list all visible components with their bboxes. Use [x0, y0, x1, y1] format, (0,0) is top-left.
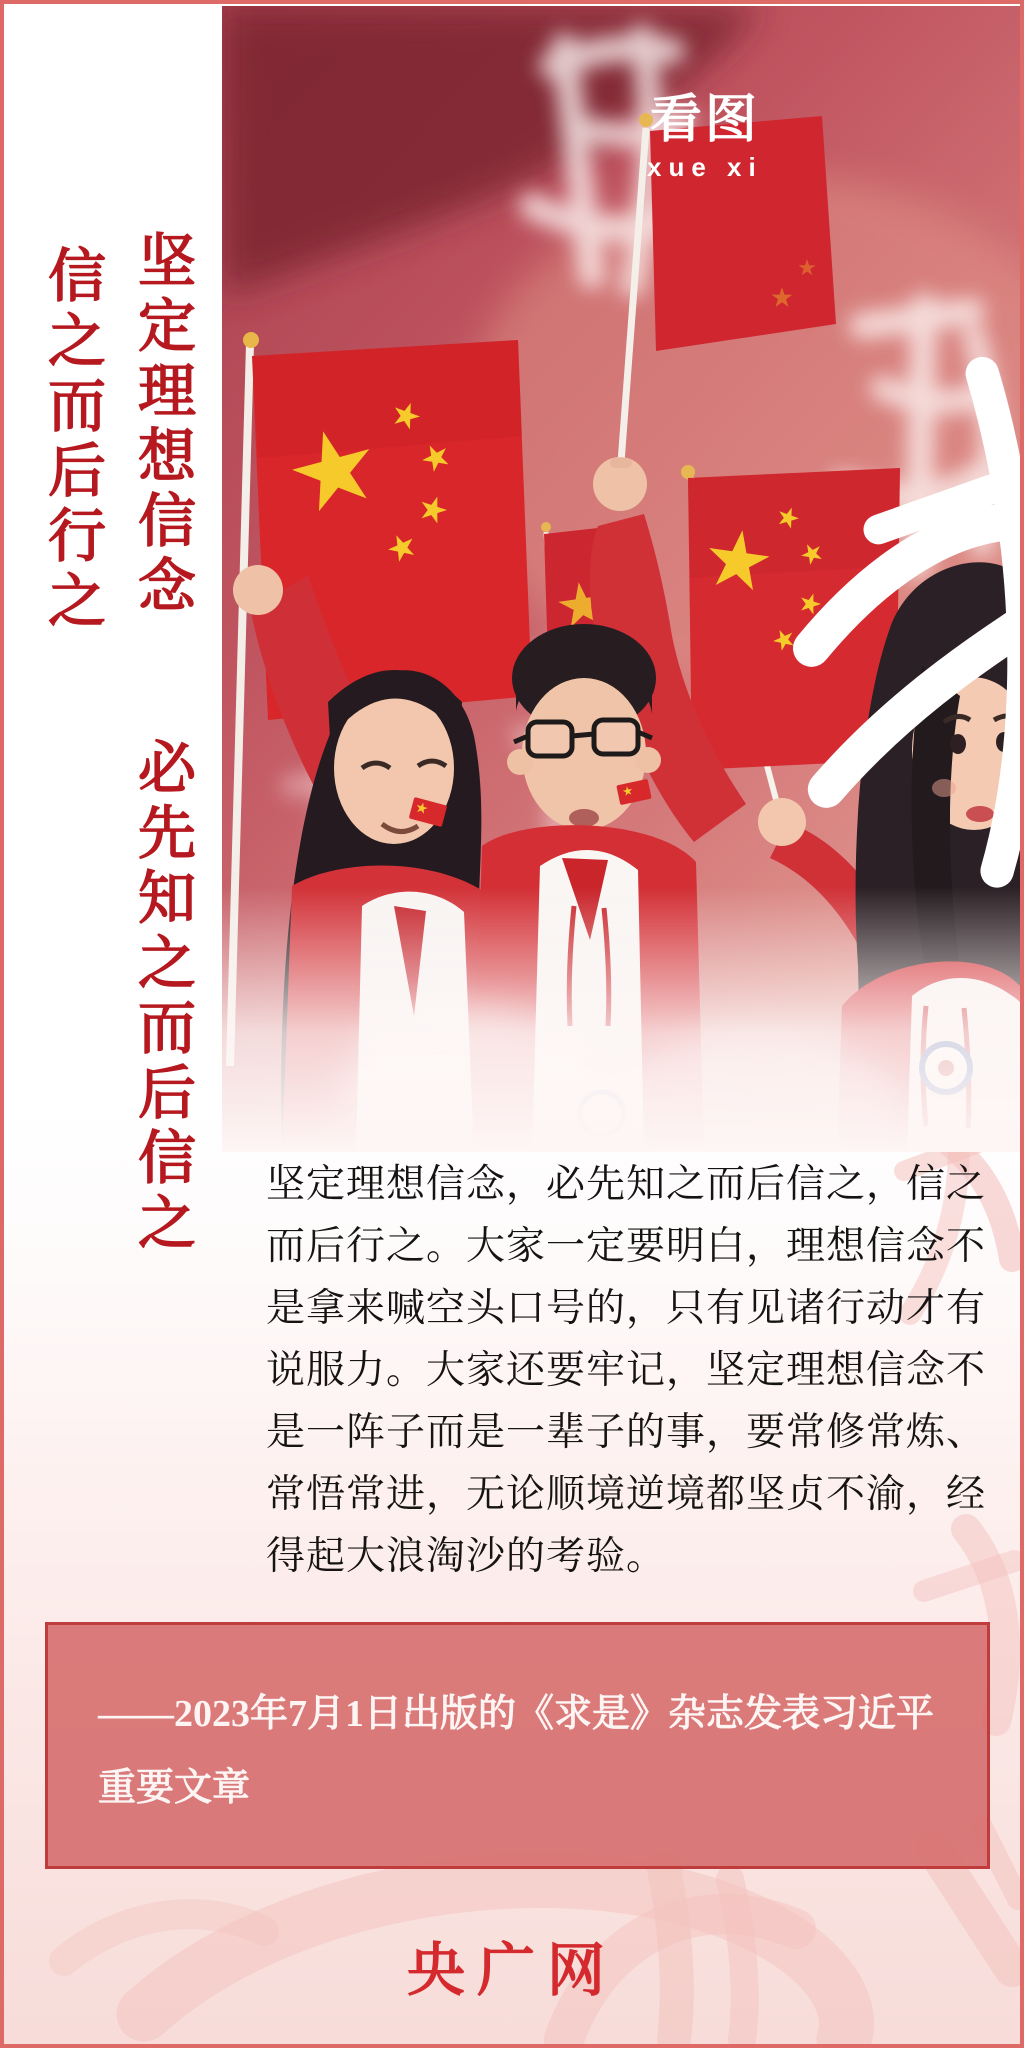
- flagpole-tip: [681, 465, 695, 479]
- paragraph-line: 坚定理想信念，必先知之而后信之，信之: [266, 1163, 987, 1206]
- flagpole-tip: [243, 332, 259, 348]
- quote-paragraph: [266, 1154, 1024, 1588]
- photo-students-waving-flags: [222, 6, 1020, 1152]
- source-line: ——2023年7月1日出版的《求是》杂志发表习近平: [98, 1693, 935, 1735]
- logo-title: 看图: [649, 91, 760, 149]
- xuexi-calligraphy-icon: [767, 40, 1024, 1186]
- paragraph-line: 而后行之。大家一定要明白，理想信念不: [266, 1225, 987, 1268]
- cnr-footer-logo: 央广网: [406, 1938, 617, 2003]
- mouth: [569, 809, 599, 827]
- source-line: 重要文章: [98, 1767, 251, 1809]
- kantu-xuexi-logo: [647, 92, 763, 183]
- paragraph-line: 得起大浪淘沙的考验。: [266, 1535, 667, 1578]
- headline-column-right-top: 坚定理想信念: [129, 230, 194, 620]
- headline-column-left: 信之而后行之: [39, 245, 104, 635]
- logo-pinyin: xue xi: [647, 152, 763, 182]
- flagpole-tip: [541, 522, 551, 532]
- paragraph-line: 常悟常进，无论顺境逆境都坚贞不渝，经: [266, 1473, 987, 1516]
- source-attribution-box: [45, 1622, 990, 1869]
- paragraph-line: 是一阵子而是一辈子的事，要常修常炼、: [266, 1411, 987, 1454]
- paragraph-line: 说服力。大家还要牢记，坚定理想信念不: [266, 1349, 987, 1392]
- paragraph-line: 是拿来喊空头口号的，只有见诸行动才有: [266, 1287, 987, 1330]
- headline-column-right-bottom: 必先知之而后信之: [129, 737, 194, 1257]
- hand: [233, 565, 283, 615]
